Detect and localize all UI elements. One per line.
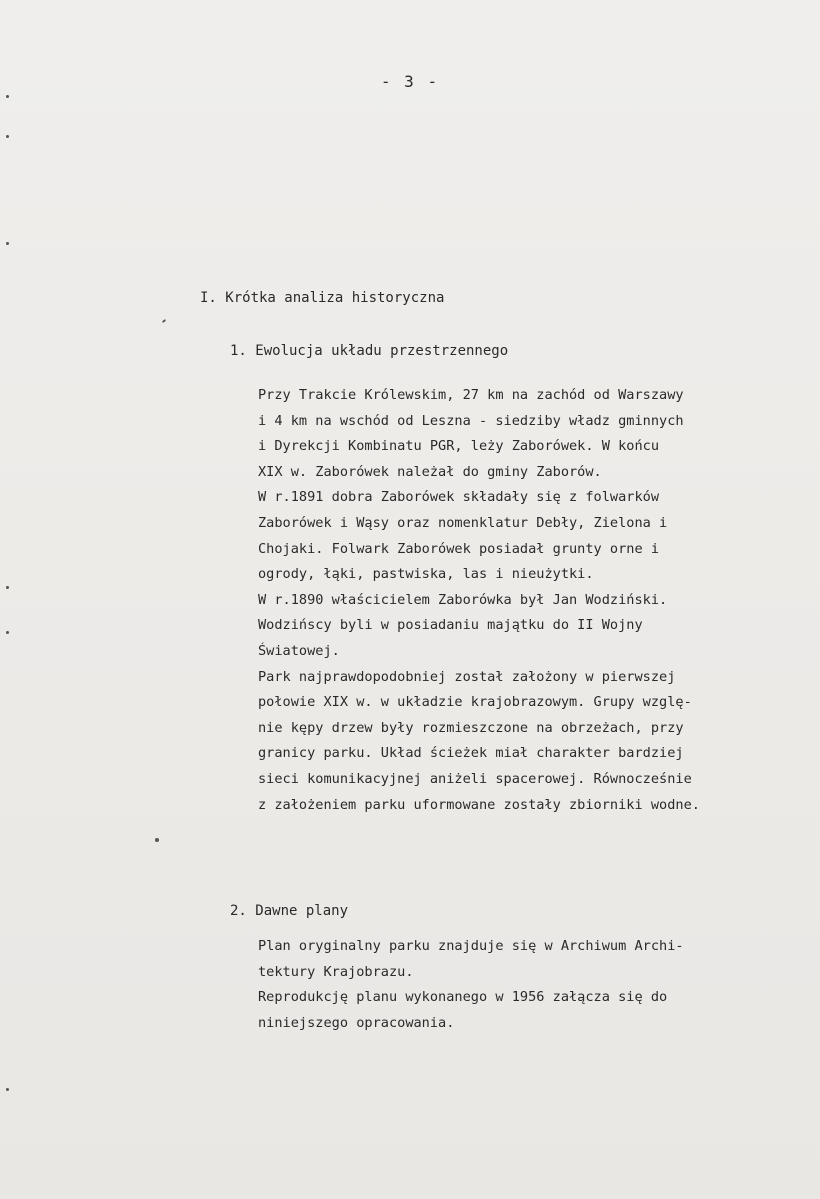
text-line: granicy parku. Układ ścieżek miał charakter bardziej bbox=[258, 745, 684, 762]
text-line: połowie XIX w. w układzie krajobrazowym. Grupy wzglę- bbox=[258, 694, 692, 711]
margin-mark bbox=[6, 135, 9, 138]
margin-mark bbox=[6, 631, 9, 634]
text-line: niniejszego opracowania. bbox=[258, 1014, 455, 1031]
text-line: W r.1891 dobra Zaborówek składały się z folwarków bbox=[258, 489, 660, 506]
text-line: Chojaki. Folwark Zaborówek posiadał grunty orne i bbox=[258, 540, 660, 557]
page-number: - 3 - bbox=[380, 72, 440, 91]
text-line: tektury Krajobrazu. bbox=[258, 963, 414, 980]
text-line: i 4 km na wschód od Leszna - siedziby władz gminnych bbox=[258, 412, 684, 429]
section-title: I. Krótka analiza historyczna bbox=[200, 290, 445, 306]
subsection-title-2: 2. Dawne plany bbox=[230, 903, 349, 919]
margin-mark bbox=[6, 95, 9, 98]
text-line: Park najprawdopodobniej został założony w pierwszej bbox=[258, 668, 676, 685]
text-line: Zaborówek i Wąsy oraz nomenklatur Debły, Zielona i bbox=[258, 514, 668, 531]
margin-mark bbox=[6, 1088, 9, 1091]
text-line: Plan oryginalny parku znajduje się w Archiwum Archi- bbox=[258, 938, 684, 954]
margin-mark bbox=[155, 838, 159, 842]
margin-mark bbox=[6, 242, 9, 245]
subsection-title-1: 1. Ewolucja układu przestrzennego bbox=[230, 343, 509, 359]
text-line: Światowej. bbox=[258, 642, 340, 659]
text-line: nie kępy drzew były rozmieszczone na obrzeżach, przy bbox=[258, 719, 684, 736]
margin-mark bbox=[6, 586, 9, 589]
paragraph-old-plans bbox=[258, 934, 818, 1036]
text-line: Przy Trakcie Królewskim, 27 km na zachód od Warszawy bbox=[258, 387, 684, 403]
paragraph-evolution bbox=[258, 383, 818, 818]
margin-mark bbox=[162, 319, 166, 323]
text-line: XIX w. Zaborówek należał do gminy Zaborów. bbox=[258, 463, 602, 480]
text-line: z założeniem parku uformowane zostały zbiorniki wodne. bbox=[258, 796, 700, 813]
text-line: sieci komunikacyjnej aniżeli spacerowej. Równocześnie bbox=[258, 770, 692, 787]
text-line: ogrody, łąki, pastwiska, las i nieużytki. bbox=[258, 566, 594, 583]
text-line: W r.1890 właścicielem Zaborówka był Jan Wodziński. bbox=[258, 591, 668, 608]
text-line: Reprodukcję planu wykonanego w 1956 załącza się do bbox=[258, 989, 668, 1006]
text-line: Wodzińscy byli w posiadaniu majątku do II Wojny bbox=[258, 617, 643, 634]
text-line: i Dyrekcji Kombinatu PGR, leży Zaborówek. W końcu bbox=[258, 438, 660, 455]
